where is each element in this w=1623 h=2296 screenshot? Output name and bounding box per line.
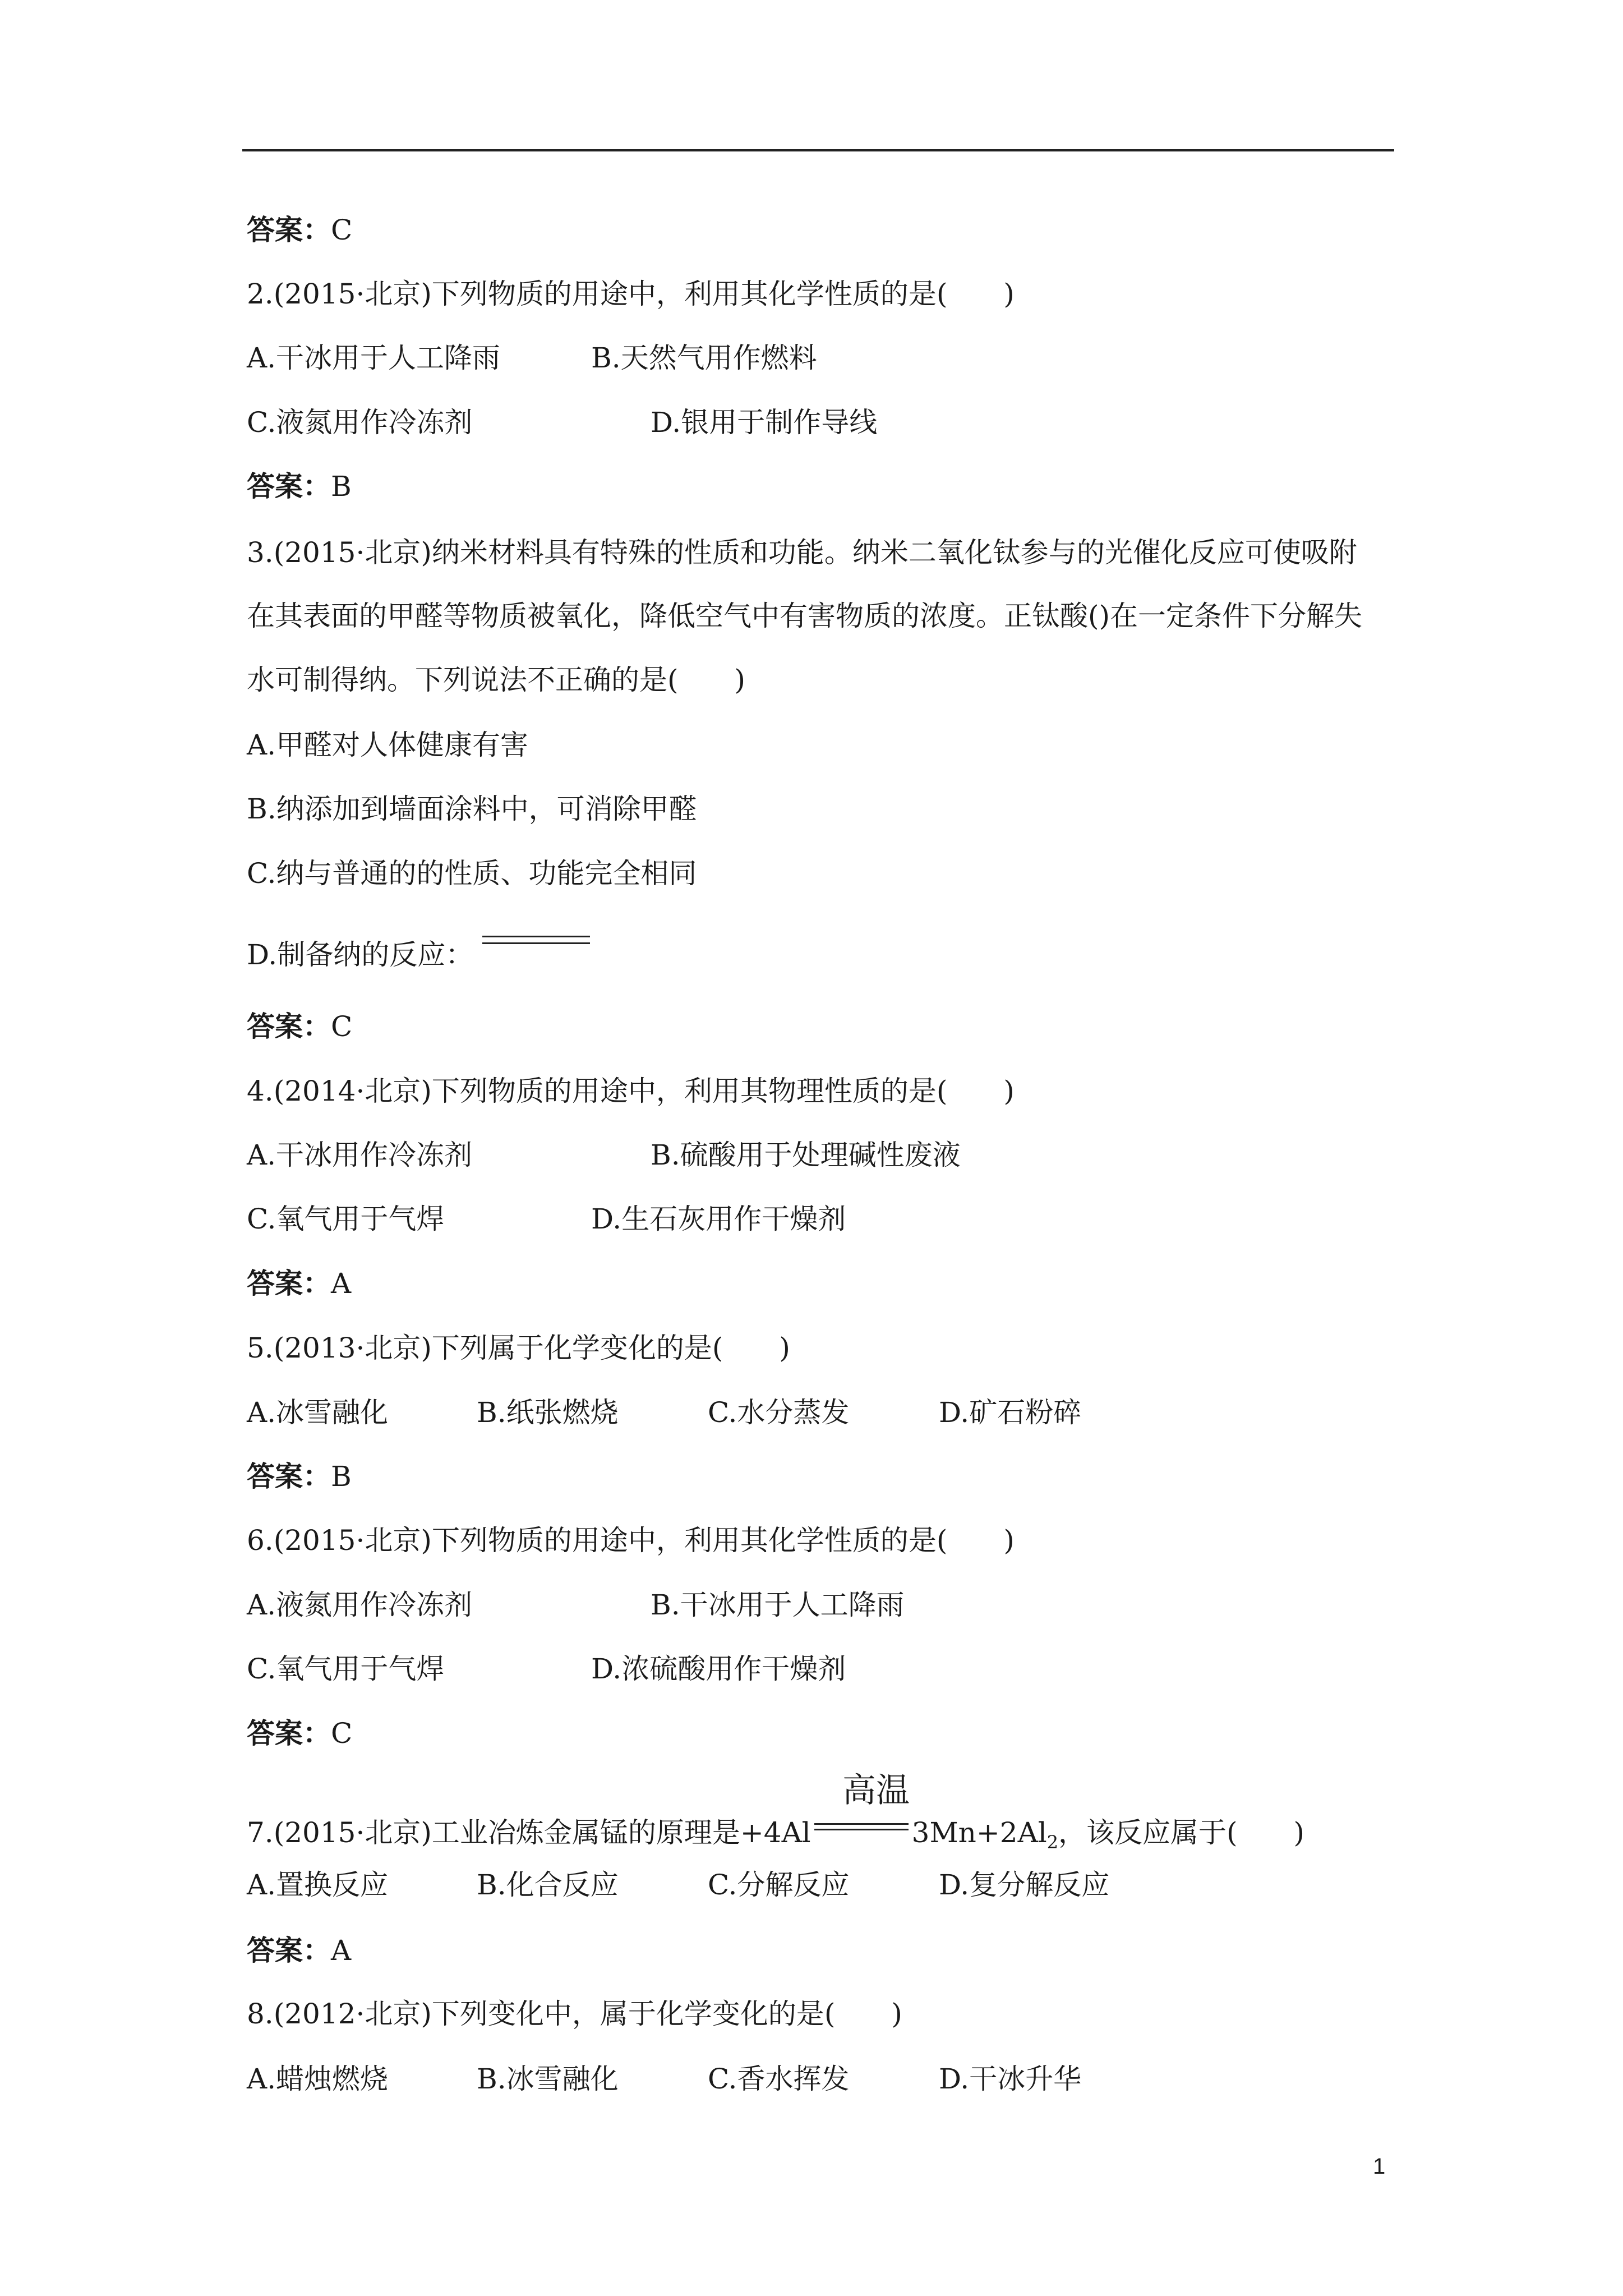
answer-value: C <box>331 1717 353 1750</box>
page-number: 1 <box>1373 2154 1386 2179</box>
answer-q6 <box>247 1717 352 1750</box>
option-a: A.干冰用作冷冻剂 <box>247 1139 473 1171</box>
option-c: C.液氮用作冷冻剂 <box>247 406 473 439</box>
option-b: B.干冰用于人工降雨 <box>651 1589 905 1621</box>
subscript: 2 <box>1046 1832 1059 1853</box>
answer-label: 答案： <box>247 214 331 246</box>
answer-q4 <box>247 1267 351 1300</box>
answer-q3 <box>247 1010 352 1043</box>
question-5-stem: 5.(2013·北京)下列属于化学变化的是( ) <box>247 1332 790 1364</box>
equals-bar-bottom <box>814 1829 909 1830</box>
answer-q7 <box>247 1934 351 1967</box>
question-8-stem: 8.(2012·北京)下列变化中，属于化学变化的是( ) <box>247 1998 902 2030</box>
question-3-stem-line-1: 3.(2015·北京)纳米材料具有特殊的性质和功能。纳米二氧化钛参与的光催化反应可使吸附 <box>247 536 1357 569</box>
option-a: A.置换反应 <box>247 1869 389 1901</box>
option-b: B.冰雪融化 <box>477 2063 619 2095</box>
option-a: A.干冰用于人工降雨 <box>247 342 501 374</box>
reaction-equals-sign-bottom <box>482 942 590 944</box>
option-b: B.纸张燃烧 <box>477 1396 619 1429</box>
option-c: C.分解反应 <box>708 1869 850 1901</box>
question-3-stem-line-2: 在其表面的甲醛等物质被氧化，降低空气中有害物质的浓度。正钛酸()在一定条件下分解失 <box>247 600 1363 632</box>
option-b: B.硫酸用于处理碱性废液 <box>651 1139 961 1171</box>
question-3-option-d <box>247 938 473 972</box>
question-6-stem: 6.(2015·北京)下列物质的用途中，利用其化学性质的是( ) <box>247 1524 1015 1557</box>
answer-value: B <box>331 1460 352 1493</box>
option-d: D.复分解反应 <box>939 1869 1110 1901</box>
reaction-equals-sign-top <box>482 936 590 937</box>
reaction-equals-sign <box>811 1809 912 1842</box>
answer-value: A <box>331 1267 352 1300</box>
answer-label: 答案： <box>247 1460 331 1493</box>
answer-value: C <box>331 1010 353 1043</box>
question-7-stem <box>247 1809 1304 1859</box>
reaction-condition: 高温 <box>842 1771 910 1810</box>
question-3-option-c: C.纳与普通的的性质、功能完全相同 <box>247 857 697 890</box>
option-a: A.液氮用作冷冻剂 <box>247 1589 473 1621</box>
stem-after: 3Mn+2Al <box>911 1816 1047 1849</box>
option-c: C.香水挥发 <box>708 2063 850 2095</box>
answer-label: 答案： <box>247 470 331 503</box>
option-d: D.生石灰用作干燥剂 <box>591 1203 846 1235</box>
question-3-option-a: A.甲醛对人体健康有害 <box>247 729 529 761</box>
answer-q1 <box>247 213 352 247</box>
answer-value: C <box>331 214 353 246</box>
option-b: B.化合反应 <box>477 1869 619 1901</box>
option-a: A.蜡烛燃烧 <box>247 2063 389 2095</box>
answer-label: 答案： <box>247 1934 331 1967</box>
option-d: D.浓硫酸用作干燥剂 <box>591 1653 846 1685</box>
header-rule <box>242 149 1394 151</box>
answer-label: 答案： <box>247 1267 331 1300</box>
option-a: A.冰雪融化 <box>247 1396 389 1429</box>
question-2-stem: 2.(2015·北京)下列物质的用途中，利用其化学性质的是( ) <box>247 278 1015 310</box>
answer-label: 答案： <box>247 1010 331 1043</box>
option-b: B.天然气用作燃料 <box>591 342 817 374</box>
equals-bar-top <box>814 1823 909 1825</box>
question-3-option-b: B.纳添加到墙面涂料中，可消除甲醛 <box>247 793 697 825</box>
option-c: C.氧气用于气焊 <box>247 1203 445 1235</box>
option-d: D.干冰升华 <box>939 2063 1082 2095</box>
option-d-text: D.制备纳的反应： <box>247 938 474 971</box>
answer-value: B <box>331 470 352 503</box>
answer-q2 <box>247 470 352 503</box>
answer-value: A <box>331 1934 352 1967</box>
answer-q5 <box>247 1460 352 1493</box>
option-c: C.水分蒸发 <box>708 1396 850 1429</box>
stem-before: 7.(2015·北京)工业冶炼金属锰的原理是+4Al <box>247 1816 811 1849</box>
option-d: D.银用于制作导线 <box>651 406 878 439</box>
question-3-stem-line-3: 水可制得纳。下列说法不正确的是( ) <box>247 664 746 696</box>
stem-tail: ，该反应属于( ) <box>1058 1816 1305 1849</box>
answer-label: 答案： <box>247 1717 331 1750</box>
option-d: D.矿石粉碎 <box>939 1396 1082 1429</box>
question-4-stem: 4.(2014·北京)下列物质的用途中，利用其物理性质的是( ) <box>247 1075 1015 1107</box>
option-c: C.氧气用于气焊 <box>247 1653 445 1685</box>
